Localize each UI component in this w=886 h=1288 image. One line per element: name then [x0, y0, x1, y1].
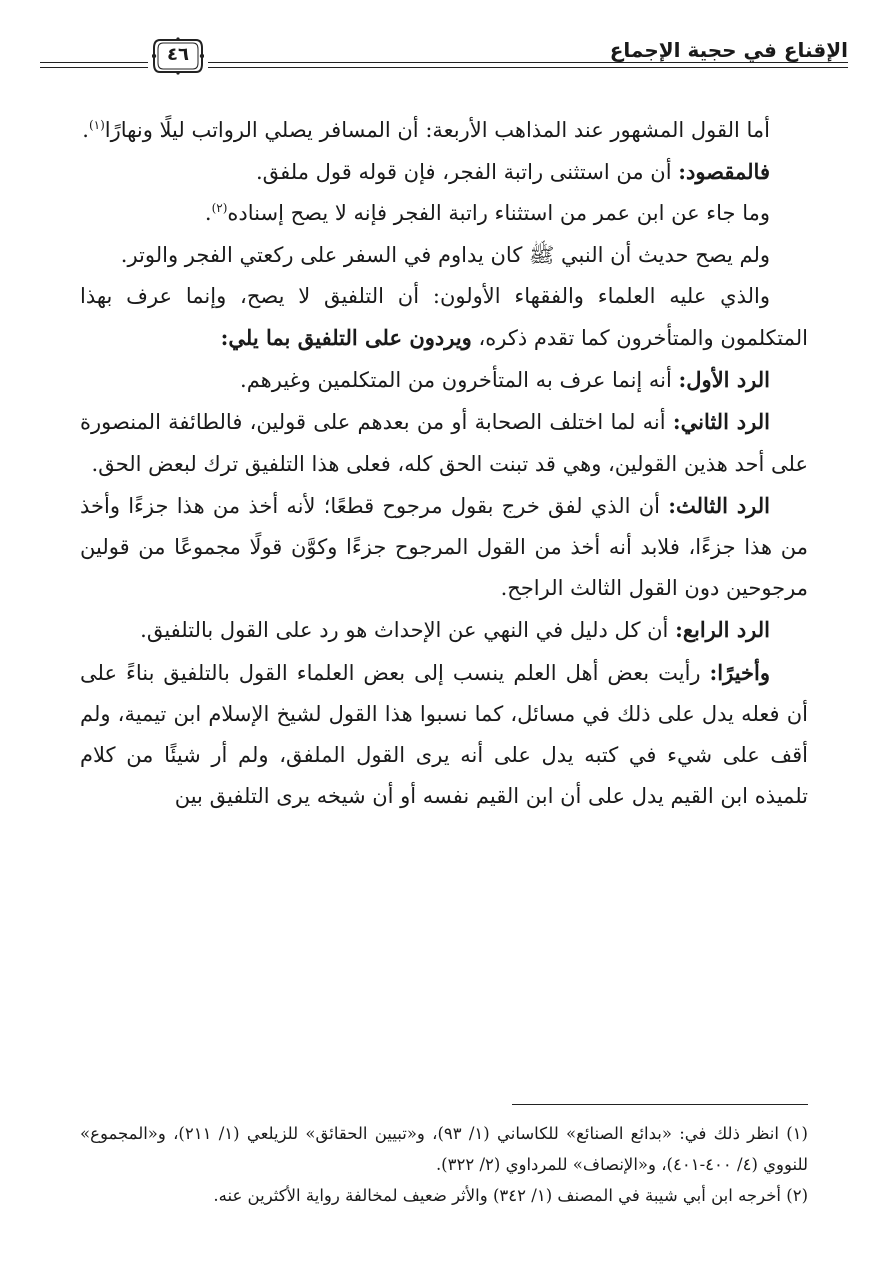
paragraph [80, 401, 808, 484]
bold-lead: الرد الرابع: [675, 617, 770, 643]
bold-phrase: ويردون على التلفيق بما يلي: [220, 325, 472, 351]
bold-lead: الرد الثالث: [668, 492, 770, 518]
punctuation: . [82, 118, 89, 142]
paragraph [80, 652, 808, 818]
header-rule [40, 62, 148, 63]
punctuation: . [204, 201, 212, 226]
paragraph [80, 193, 808, 234]
paragraph-text: أنه إنما عرف به المتأخرون من المتكلمين وغيرهم. [240, 368, 679, 393]
header-rule [40, 67, 148, 68]
footnote-ref: (٢) [211, 201, 228, 216]
page-header [40, 18, 848, 78]
paragraph-text: وما جاء عن ابن عمر من استثناء راتبة الفجر فإنه لا يصح إسناده [227, 201, 770, 226]
bold-lead: فالمقصود: [678, 159, 770, 185]
paragraph-text: أن من استثنى راتبة الفجر، فإن قوله قول ملفق. [255, 160, 679, 185]
paragraph-text: والذي عليه العلماء والفقهاء الأولون: أن التلفيق لا يصح، وإنما عرف بهذا المتكلمون والمتأخرون كما تقدم ذكره، [80, 283, 808, 351]
header-rule [208, 62, 848, 63]
paragraph [80, 110, 808, 151]
footnote-separator [512, 1104, 808, 1105]
bold-lead: الرد الأول: [678, 367, 770, 393]
paragraph [80, 609, 808, 651]
paragraph [80, 359, 808, 401]
footnote-1: (١) انظر ذلك في: «بدائع الصنائع» للكاساني (١/ ٩٣)، و«تبيين الحقائق» للزيلعي (١/ ٢١١)، و«المجموع» للنووي (٤/ ٤٠٠-٤٠١)، و«الإنصاف» للمرداوي (٢/ ٣٢٢). [80, 1124, 808, 1174]
footnote-2: (٢) أخرجه ابن أبي شيبة في المصنف (١/ ٣٤٢) والأثر ضعيف لمخالفة رواية الأكثرين عنه. [213, 1186, 808, 1205]
footnote-ref: (١) [88, 118, 105, 132]
paragraph-text: رأيت بعض أهل العلم ينسب إلى بعض العلماء القول بالتلفيق بناءً على أن فعله يدل على ذلك في مسائل، كما نسبوا هذا القول لشيخ الإسلام ابن تيمية، ولم أقف على شيء في كتبه يدل على أنه يرى القول الملفق، ولم أر شيئًا من كلام تلميذه ابن القيم يدل على أن ابن القيم نفسه أو أن شيخه يرى التلفيق بين [80, 660, 808, 809]
main-text [80, 110, 808, 817]
paragraph [80, 485, 808, 610]
page-number-ornament [152, 36, 204, 76]
header-rule [208, 67, 848, 68]
paragraph-text: أن كل دليل في النهي عن الإحداث هو رد على القول بالتلفيق. [140, 618, 676, 643]
footnotes [80, 1118, 808, 1211]
bold-lead: الرد الثاني: [672, 409, 770, 435]
bold-lead: وأخيرًا: [709, 659, 770, 685]
paragraph [80, 276, 808, 359]
paragraph-text: أما القول المشهور عند المذاهب الأربعة: أن المسافر يصلي الرواتب ليلًا ونهارًا [104, 118, 770, 142]
paragraph: ولم يصح حديث أن النبي ﷺ كان يداوم في السفر على ركعتي الفجر والوتر. [120, 242, 770, 267]
page-number: ٤٦ [167, 44, 189, 65]
paragraph-text: أنه لما اختلف الصحابة أو من بعدهم على قولين، فالطائفة المنصورة على أحد هذين القولين، وهي قد تبنت الحق كله، فعلى هذا التلفيق ترك لبعض الحق. [80, 410, 808, 476]
paragraph-text: أن الذي لفق خرج بقول مرجوح قطعًا؛ لأنه أخذ من هذا جزءًا وأخذ من هذا جزءًا، فلابد أنه أخذ من القول المرجوح جزءًا وكوَّن قولًا مجموعًا من قولين مرجوحين دون القول الثالث الراجح. [80, 493, 808, 601]
paragraph [80, 151, 808, 193]
running-title: الإقناع في حجية الإجماع [609, 38, 848, 62]
